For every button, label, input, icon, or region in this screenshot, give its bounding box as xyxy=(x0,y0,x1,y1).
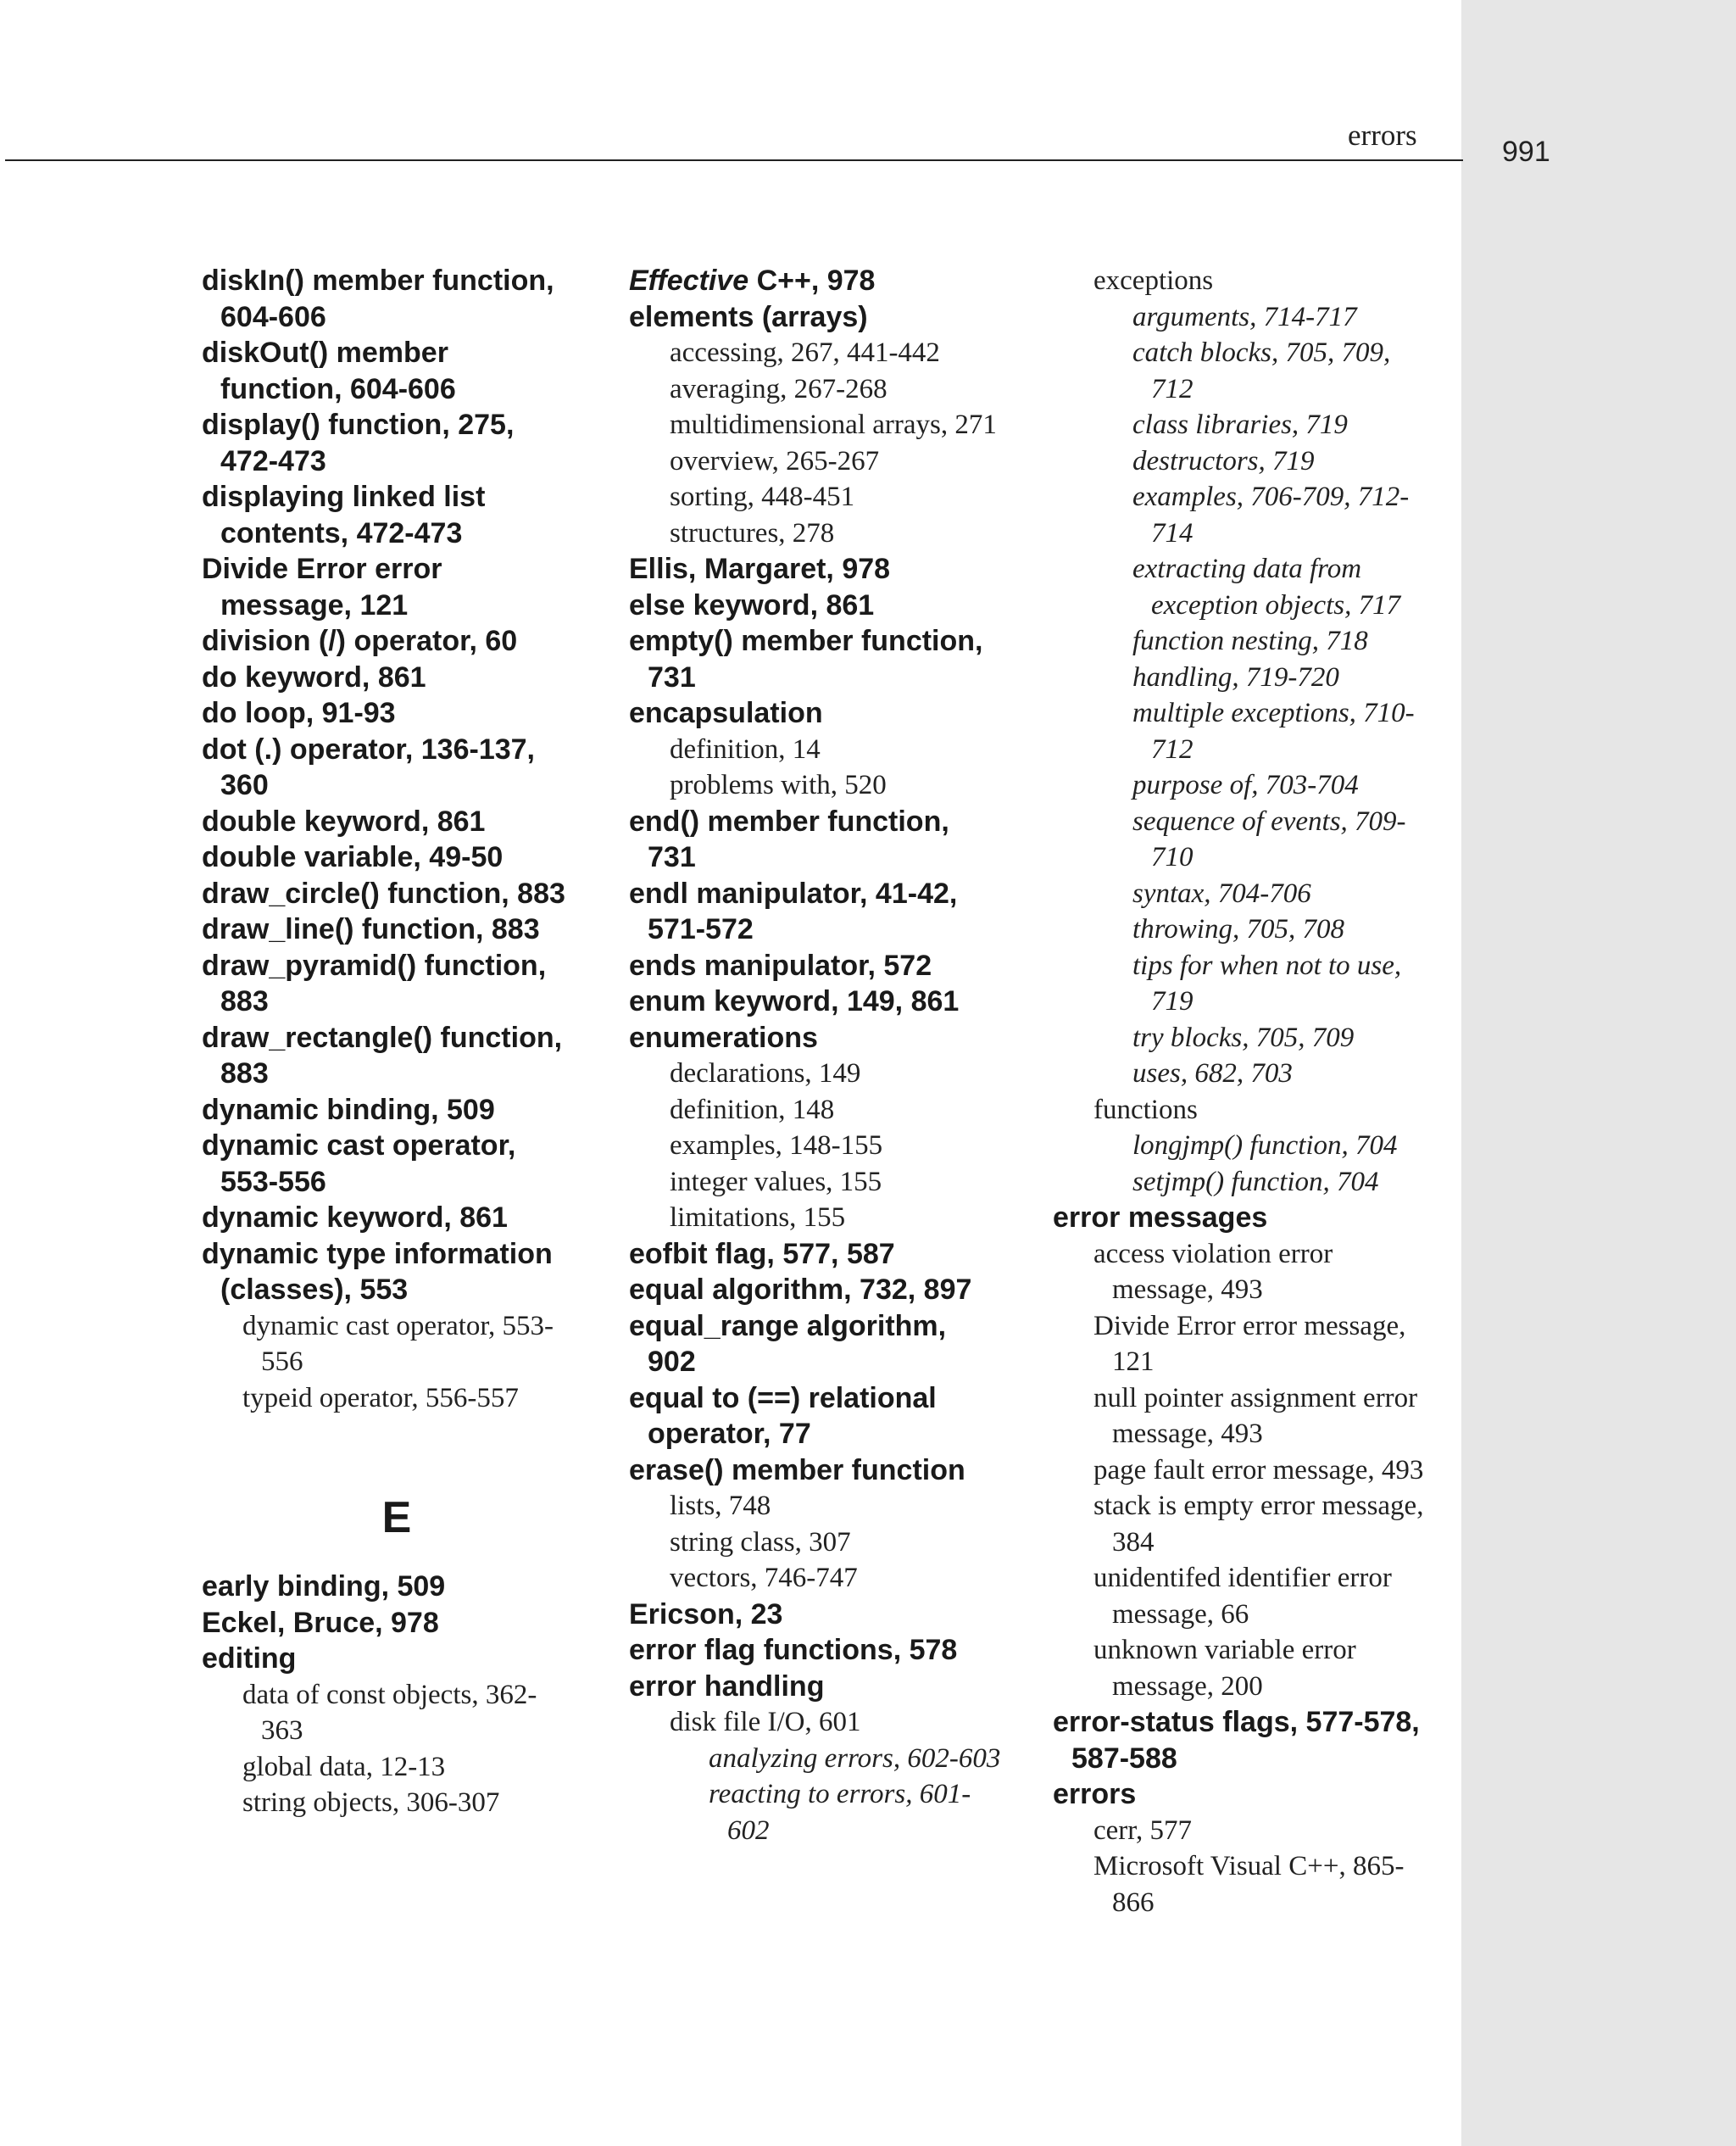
index-entry: else keyword, 861 xyxy=(629,588,875,622)
index-entry: endl manipulator, 41-42, 571-572 xyxy=(629,877,958,945)
letter-heading: E xyxy=(381,1493,412,1542)
index-entry: encapsulation xyxy=(629,697,823,729)
index-subentry: definition, 148 xyxy=(670,1094,835,1125)
entry-list xyxy=(629,299,1002,1849)
index-subentry: limitations, 155 xyxy=(670,1202,846,1233)
index-subentry: examples, 148-155 xyxy=(670,1130,883,1161)
index-column-3 xyxy=(1053,263,1426,1920)
index-subsubentry: longjmp() function, 704 xyxy=(1132,1130,1398,1161)
index-subentry: dynamic cast operator, 553-556 xyxy=(242,1310,554,1377)
index-subsubentry: tips for when not to use, 719 xyxy=(1132,950,1402,1017)
index-entry: error-status flags, 577-578, 587-588 xyxy=(1053,1706,1420,1775)
index-entry: equal to (==) relational operator, 77 xyxy=(629,1381,937,1450)
margin-tab-band xyxy=(1461,0,1736,2146)
index-entry: double keyword, 861 xyxy=(202,805,486,838)
entry-list xyxy=(1053,263,1426,1920)
index-subentry: overview, 265-267 xyxy=(670,445,880,477)
index-subentry: structures, 278 xyxy=(670,517,835,549)
index-entry: elements (arrays) xyxy=(629,300,868,333)
index-entry: erase() member function xyxy=(629,1453,965,1486)
index-subentry: definition, 14 xyxy=(670,733,821,765)
index-subentry: null pointer assignment error message, 493 xyxy=(1093,1382,1418,1449)
index-entry: early binding, 509 xyxy=(202,1570,446,1603)
index-entry: do keyword, 861 xyxy=(202,661,426,694)
index-subsubentry: purpose of, 703-704 xyxy=(1132,770,1359,800)
index-entry: enumerations xyxy=(629,1021,818,1054)
header-rule xyxy=(5,159,1463,161)
index-entry: equal_range algorithm, 902 xyxy=(629,1309,947,1378)
index-subentry: typeid operator, 556-557 xyxy=(242,1382,519,1413)
index-entry: errors xyxy=(1053,1778,1137,1810)
index-entry: draw_rectangle() function, 883 xyxy=(202,1021,563,1090)
index-entry: error flag functions, 578 xyxy=(629,1634,958,1666)
index-entry: error handling xyxy=(629,1669,825,1703)
running-head: errors xyxy=(1348,119,1417,152)
index-subsubentry: setjmp() function, 704 xyxy=(1132,1166,1379,1197)
index-subentry: unidentifed identifier error message, 66 xyxy=(1093,1563,1392,1630)
index-entry: Ellis, Margaret, 978 xyxy=(629,553,891,585)
page-number: 991 xyxy=(1502,136,1550,168)
index-subsubentry: catch blocks, 705, 709, 712 xyxy=(1132,337,1391,404)
index-entry: dynamic type information (classes), 553 xyxy=(202,1237,553,1306)
index-subsubentry: uses, 682, 703 xyxy=(1132,1058,1293,1089)
index-subentry: unknown variable error message, 200 xyxy=(1093,1635,1356,1702)
index-subsubentry: destructors, 719 xyxy=(1132,445,1315,477)
index-entry: diskIn() member function, 604-606 xyxy=(202,265,554,333)
index-subsubentry: analyzing errors, 602-603 xyxy=(709,1742,1001,1774)
book-title-italic: Effective xyxy=(629,265,749,297)
index-subentry: multidimensional arrays, 271 xyxy=(670,410,997,440)
index-subentry: lists, 748 xyxy=(670,1491,771,1521)
e-entries xyxy=(202,1569,575,1821)
index-entry: end() member function, 731 xyxy=(629,805,949,873)
index-subsubentry: examples, 706-709, 712-714 xyxy=(1132,482,1410,549)
index-subentry: exceptions xyxy=(1093,265,1214,296)
index-entry: eofbit flag, 577, 587 xyxy=(629,1237,895,1270)
index-subsubentry: arguments, 714-717 xyxy=(1132,301,1357,332)
index-entry: diskOut() member function, 604-606 xyxy=(202,337,456,405)
index-entry: draw_circle() function, 883 xyxy=(202,877,565,910)
index-entry xyxy=(629,263,1002,299)
index-entry: display() function, 275, 472-473 xyxy=(202,409,515,477)
index-entry: double variable, 49-50 xyxy=(202,841,504,873)
index-subentry: sorting, 448-451 xyxy=(670,482,855,512)
index-subentry: cerr, 577 xyxy=(1093,1814,1192,1846)
index-subsubentry: throwing, 705, 708 xyxy=(1132,914,1344,945)
index-subentry: Divide Error error message, 121 xyxy=(1093,1310,1406,1377)
index-subentry: declarations, 149 xyxy=(670,1058,861,1089)
index-subentry: data of const objects, 362-363 xyxy=(242,1679,537,1746)
index-subsubentry: handling, 719-720 xyxy=(1132,661,1339,693)
index-subentry: problems with, 520 xyxy=(670,770,887,800)
index-entry: empty() member function, 731 xyxy=(629,625,983,694)
book-title-rest: C++, 978 xyxy=(748,265,876,297)
index-subentry: Microsoft Visual C++, 865-866 xyxy=(1093,1851,1405,1918)
index-entry: displaying linked list contents, 472-473 xyxy=(202,481,486,549)
index-entry: Ericson, 23 xyxy=(629,1597,783,1630)
index-subentry: global data, 12-13 xyxy=(242,1751,446,1782)
index-subsubentry: function nesting, 718 xyxy=(1132,626,1368,656)
index-entry: dot (.) operator, 136-137, 360 xyxy=(202,733,535,801)
index-entry: error messages xyxy=(1053,1201,1268,1234)
d-entries xyxy=(202,263,575,1416)
index-entry: Eckel, Bruce, 978 xyxy=(202,1606,439,1639)
index-column-2 xyxy=(629,263,1002,1848)
index-entry: division (/) operator, 60 xyxy=(202,625,518,657)
index-entry: Divide Error error message, 121 xyxy=(202,553,442,622)
index-subentry: page fault error message, 493 xyxy=(1093,1454,1424,1485)
index-subentry: averaging, 267-268 xyxy=(670,373,887,404)
index-subsubentry: try blocks, 705, 709 xyxy=(1132,1022,1355,1053)
index-entry: editing xyxy=(202,1642,297,1675)
index-entry: draw_line() function, 883 xyxy=(202,913,540,945)
index-entry: equal algorithm, 732, 897 xyxy=(629,1274,972,1306)
index-entry: dynamic keyword, 861 xyxy=(202,1201,508,1234)
index-subentry: access violation error message, 493 xyxy=(1093,1238,1333,1305)
index-subsubentry: reacting to errors, 601-602 xyxy=(709,1779,971,1846)
index-subentry: disk file I/O, 601 xyxy=(670,1707,861,1737)
index-subentry: string class, 307 xyxy=(670,1526,851,1558)
index-subentry: vectors, 746-747 xyxy=(670,1563,858,1593)
index-entry: dynamic cast operator, 553-556 xyxy=(202,1129,516,1198)
index-subsubentry: sequence of events, 709-710 xyxy=(1132,805,1406,872)
index-subsubentry: extracting data from exception objects, 717 xyxy=(1132,554,1401,621)
index-subsubentry: class libraries, 719 xyxy=(1132,410,1348,440)
index-subsubentry: syntax, 704-706 xyxy=(1132,878,1311,909)
index-entry: enum keyword, 149, 861 xyxy=(629,985,960,1017)
index-subentry: functions xyxy=(1093,1094,1198,1125)
index-subentry: string objects, 306-307 xyxy=(242,1787,500,1818)
index-subentry: accessing, 267, 441-442 xyxy=(670,337,940,368)
index-entry: ends manipulator, 572 xyxy=(629,949,932,982)
index-subentry: stack is empty error message, 384 xyxy=(1093,1491,1424,1558)
index-subsubentry: multiple exceptions, 710-712 xyxy=(1132,698,1415,765)
index-entry: draw_pyramid() function, 883 xyxy=(202,949,547,1017)
index-entry: do loop, 91-93 xyxy=(202,697,396,729)
index-entry: dynamic binding, 509 xyxy=(202,1093,495,1126)
index-subentry: integer values, 155 xyxy=(670,1166,882,1197)
index-column-1 xyxy=(202,263,575,1821)
